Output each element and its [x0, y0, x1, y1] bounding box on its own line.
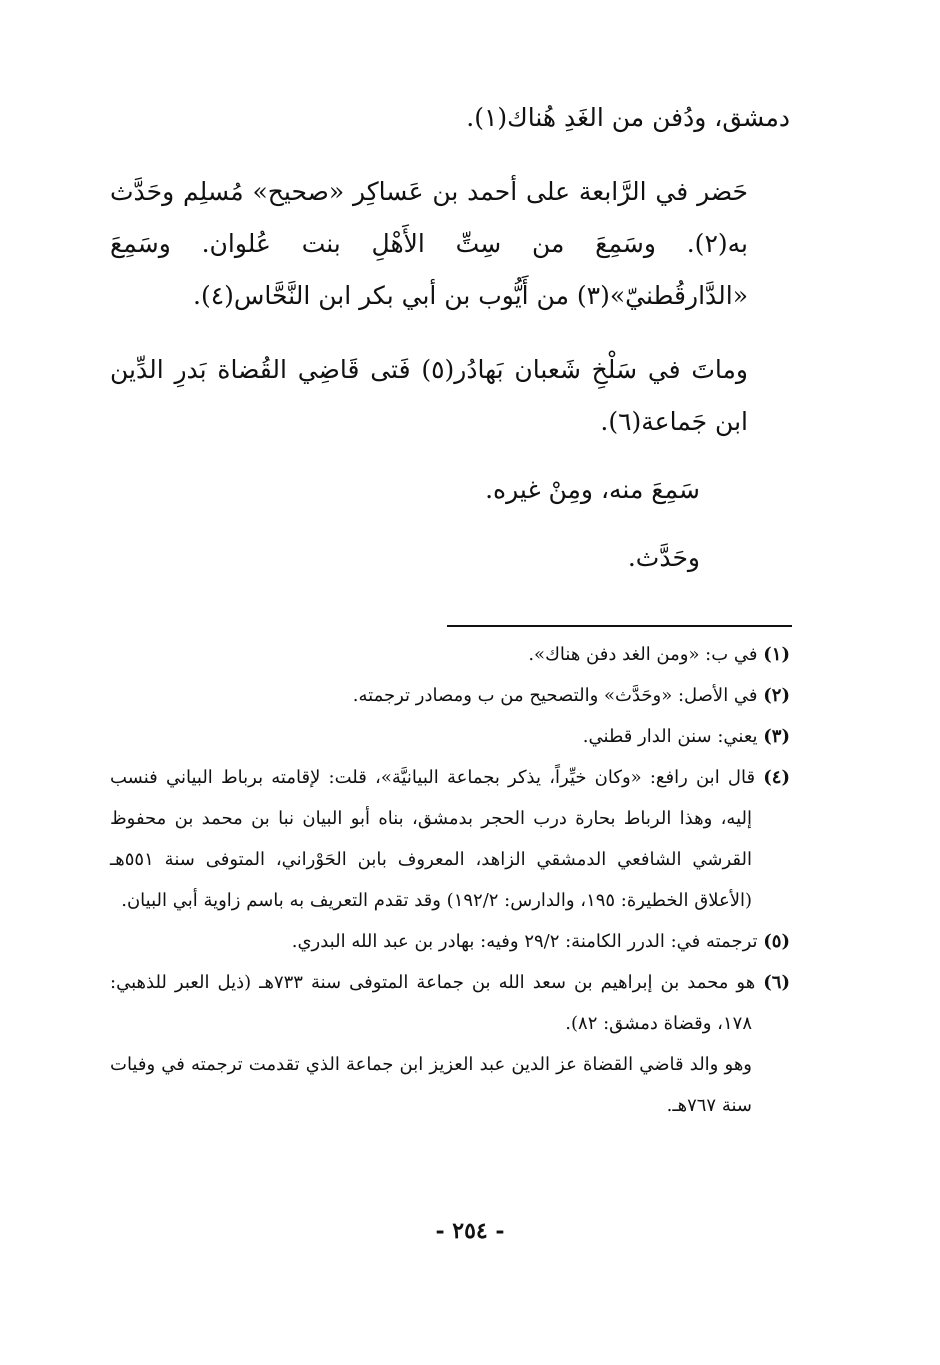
page-number: - ٢٥٤ -: [435, 1218, 505, 1244]
footnote-text: قال ابن رافع: «وكان خيِّراً، يذكر بجماعة البيانيَّة»، قلت: لإقامته برباط البياني فنسب إليه، وهذا الرباط بحارة درب الحجر بدمشق، بناه أبو البيان نبا بن محمد بن محفوظ القرشي الشافعي الدمشقي الزاهد، المعروف بابن الحَوْراني، المتوفى سنة ٥٥١هـ (الأعلاق الخطيرة: ١٩٥، والدارس: ١٩٢/٢) وقد تقدم التعريف به باسم زاوية أبي البيان.: [110, 767, 756, 911]
footnote-number: (٦): [763, 972, 790, 993]
footnote-text: يعني: سنن الدار قطني.: [582, 726, 758, 747]
main-paragraph-2: حَضر في الرَّابعة على أحمد بن عَساكِر «صحيح» مُسلِم وحَدَّث به(٢). وسَمِعَ من سِتِّ الأَهْلِ بنت عُلوان. وسَمِعَ «الدَّارقُطنيّ»(٣) من أَيُّوب بن أبي بكر ابن النَّحَّاس(٤).: [110, 177, 748, 310]
footnote-1: [110, 634, 790, 675]
footnote-text: في ب: «ومن الغد دفن هناك».: [528, 644, 758, 665]
main-paragraph-3: وماتَ في سَلْخِ شَعبان بَهادُر(٥) فَتى قَاضِي القُضاة بَدرِ الدِّين ابن جَماعة(٦).: [110, 355, 749, 436]
footnote-number: (٤): [763, 767, 790, 788]
footnotes: [110, 634, 790, 1126]
footnote-text: ترجمته في: الدرر الكامنة: ٢٩/٢ وفيه: بهادر بن عبد الله البدري.: [291, 931, 758, 952]
footnote-2: [110, 675, 790, 716]
footnote-number: (٥): [763, 931, 790, 952]
main-line-1: دمشق، ودُفن من الغَدِ هُناك(١).: [466, 103, 790, 132]
main-text: [110, 92, 790, 584]
footnote-text: هو محمد بن إبراهيم بن سعد الله بن جماعة المتوفى سنة ٧٣٣هـ (ذيل العبر للذهبي: ١٧٨، وقضاة دمشق: ٨٢).: [110, 972, 756, 1034]
main-line-4: سَمِعَ منه، ومِنْ غيره.: [485, 475, 700, 504]
footnote-number: (٢): [763, 685, 790, 706]
footnote-3: [110, 716, 790, 757]
footnote-5: [110, 921, 790, 962]
footnote-4: [110, 757, 790, 921]
footnote-number: (١): [763, 644, 790, 665]
footnote-separator: [447, 625, 792, 627]
footnote-6: [110, 962, 790, 1044]
main-line-5: وحَدَّث.: [627, 543, 700, 572]
footnote-6-continuation: وهو والد قاضي القضاة عز الدين عبد العزيز ابن جماعة الذي تقدمت ترجمته في وفيات سنة ٧٦٧هـ.: [110, 1054, 752, 1116]
footnote-number: (٣): [763, 726, 790, 747]
footnote-text: في الأصل: «وحَدَّث» والتصحيح من ب ومصادر ترجمته.: [352, 685, 758, 706]
